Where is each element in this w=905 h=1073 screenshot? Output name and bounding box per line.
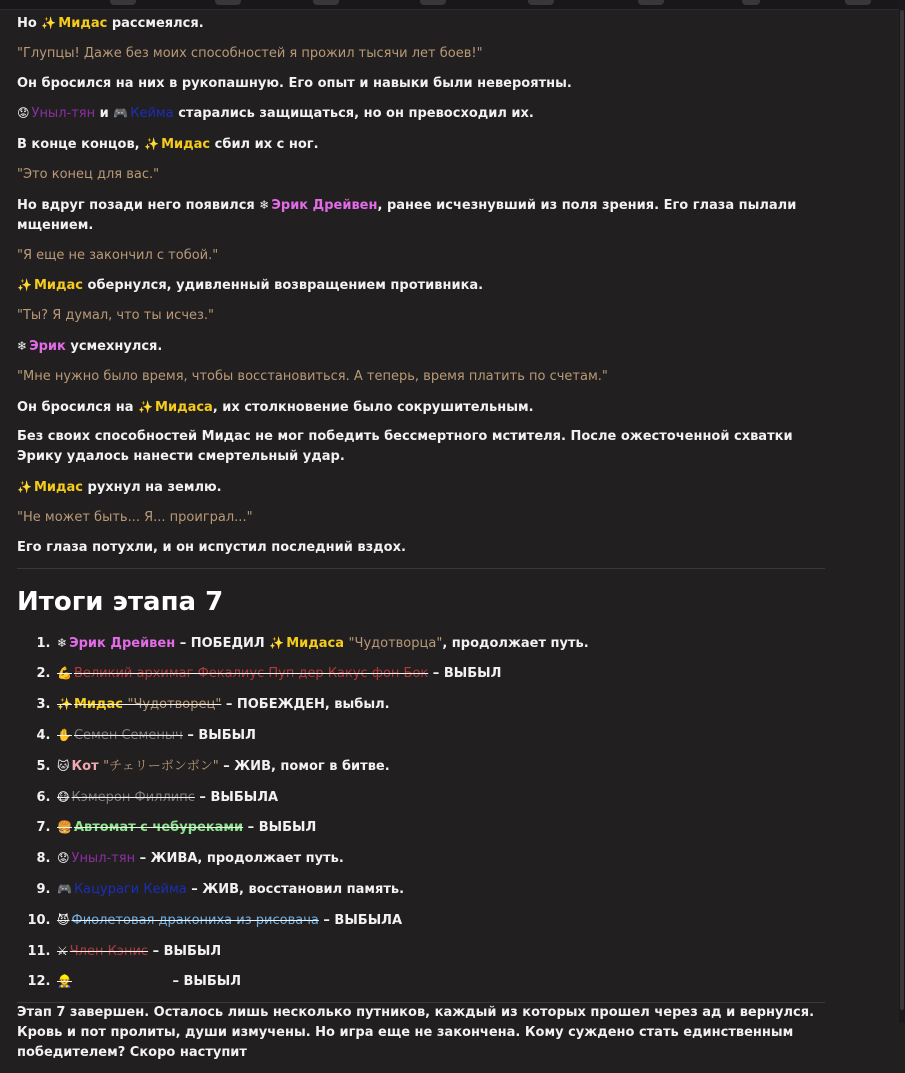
list-item: 7. 🍔 Автомат с чебуреками – ВЫБЫЛ [55,817,825,838]
story-paragraph: 😟 Уныл-тян и 🎮 Кейма старались защищаться, но он превосходил их. [17,106,534,122]
list-item: 9. 🎮 Кацураги Кейма – ЖИВ, восстановил память. [55,879,825,900]
story-paragraph: В конце концов, ✨ Мидас сбил их с ног. [17,137,319,153]
sparkle-icon: ✨ [57,697,72,712]
scrollbar-thumb[interactable] [900,10,904,1010]
character-name-eric: Эрик Дрейвен [271,197,378,213]
muscle-icon: 💪 [57,666,72,681]
list-item: 4. ✋ Семен Семеныч – ВЫБЫЛ [55,725,825,746]
list-item: 12. 👷 – ВЫБЫЛ [55,971,825,992]
toolbar-icon[interactable] [313,0,339,5]
character-name-unyl: Уныл-тян [31,106,96,122]
story-paragraph: Но вдруг позади него появился ❄ Эрик Дрейвен, ранее исчезнувший из поля зрения. Его глаза пылали мщением. [17,197,797,233]
divider [17,568,825,569]
quote: "Это конец для вас." [17,166,160,182]
toolbar-icon[interactable] [110,0,136,5]
sad-face-icon: 😟 [57,851,70,866]
story-paragraph: Он бросился на них в рукопашную. Его опыт и навыки были невероятны. [17,75,572,91]
character-name-midas: Мидас [33,278,83,294]
list-item: 5. 🐱 Кот "チェリーボンボン" – ЖИВ, помог в битве. [55,756,825,777]
devil-icon: 😈 [57,912,70,927]
sparkle-icon: ✨ [17,278,32,293]
character-name-midas: Мидас [33,480,83,496]
story-paragraph: Он бросился на ✨ Мидаса, их столкновение было сокрушительным. [17,399,534,415]
crossed-swords-icon: ⚔ [57,943,68,958]
story-paragraph: ❄ Эрик усмехнулся. [17,338,163,354]
toolbar-icon[interactable] [638,0,664,5]
sad-face-icon: 😟 [17,106,30,121]
list-item: 11. ⚔ Член Кэнис – ВЫБЫЛ [55,941,825,962]
quote: "Мне нужно было время, чтобы восстановиться. А теперь, время платить по счетам." [17,368,608,384]
list-item: 2. 💪 Великий архимаг Фекалиус Пуп дер Какус фон Бок – ВЫБЫЛ [55,663,825,684]
burger-icon: 🍔 [57,820,72,835]
story-paragraph: ✨ Мидас рухнул на землю. [17,480,222,496]
toolbar-icon[interactable] [528,0,554,5]
toolbar-icon[interactable] [845,0,871,5]
section-heading: Итоги этапа 7 [17,586,224,617]
list-item: 1. ❄ Эрик Дрейвен – ПОБЕДИЛ ✨ Мидаса "Чудотворца", продолжает путь. [55,633,825,654]
list-item: 3. ✨ Мидас "Чудотворец" – ПОБЕЖДЕН, выбыл. [55,694,825,715]
toolbar-icon[interactable] [420,0,446,5]
story-content [17,13,825,1073]
results-list [17,633,825,993]
sparkle-icon: ✨ [17,480,32,495]
quote: "Ты? Я думал, что ты исчез." [17,308,215,324]
gamepad-icon: 🎮 [57,881,72,896]
person-icon: 👷 [57,974,72,989]
list-item: 8. 😟 Уныл-тян – ЖИВА, продолжает путь. [55,848,825,869]
mask-icon: 😷 [57,789,70,804]
character-name-eric: Эрик [29,338,66,354]
snowflake-icon: ❄ [57,635,68,650]
snowflake-icon: ❄ [259,197,270,212]
story-paragraph: Без своих способностей Мидас не мог победить бессмертного мстителя. После ожесточенной схватки Эрику удалось нанести смертельный удар. [17,429,793,465]
hand-icon: ✋ [57,727,72,742]
gamepad-icon: 🎮 [113,106,129,121]
quote: "Не может быть... Я... проиграл..." [17,509,253,525]
story-paragraph: ✨ Мидас обернулся, удивленный возвращением противника. [17,278,484,294]
sparkle-icon: ✨ [41,16,57,30]
scrollbar[interactable] [899,0,905,1023]
final-paragraph: Этап 7 завершен. Осталось лишь несколько путников, каждый из которых прошел через ад и вернулся. Кровь и пот пролиты, души измучены. Но игра еще не закончена. Кому суждено стать единственным победителем? Скоро наступит [17,1005,815,1061]
list-item: 10. 😈 Фиолетовая дракониха из рисовача – ВЫБЫЛА [55,910,825,931]
character-name-midas: Мидас [161,137,211,153]
sparkle-icon: ✨ [269,635,285,650]
sparkle-icon: ✨ [144,137,160,152]
sparkle-icon: ✨ [138,399,154,414]
cat-icon: 🐱 [57,758,70,773]
snowflake-icon: ❄ [17,338,28,353]
character-name-midas: Мидаса [155,399,213,415]
quote: "Я еще не закончил с тобой." [17,247,219,263]
toolbar-icon[interactable] [742,0,760,5]
story-paragraph: Но ✨ Мидас рассмеялся. [17,16,204,31]
character-name-midas: Мидас [58,16,108,31]
quote: "Глупцы! Даже без моих способностей я прожил тысячи лет боев!" [17,45,483,61]
top-toolbar [0,0,905,10]
story-paragraph: Его глаза потухли, и он испустил последний вздох. [17,539,406,555]
toolbar-icon[interactable] [215,0,241,5]
list-item: 6. 😷 Кэмерон Филлипс – ВЫБЫЛА [55,787,825,808]
character-name-keima: Кейма [130,106,174,122]
